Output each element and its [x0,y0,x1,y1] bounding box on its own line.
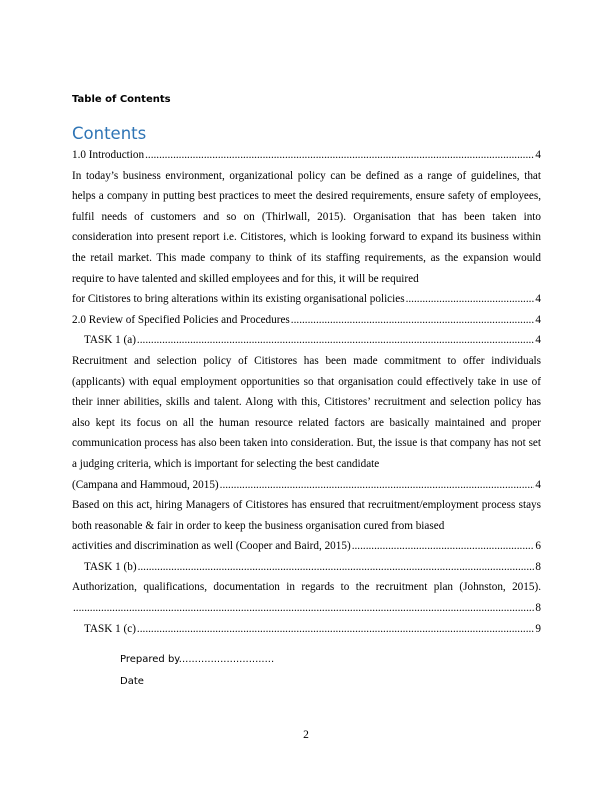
toc-entry-task-1a[interactable] [72,330,541,351]
toc-entry-intro-paragraph[interactable] [72,166,541,310]
toc-entry-label: 2.0 Review of Specified Policies and Procedures [72,313,290,326]
toc-entry-page: 8 [535,560,541,573]
toc-entry-page: 4 [535,293,541,306]
toc-entry-text: In today’s business environment, organizational policy can be defined as a range of guidelines, that helps a company in putting best practices to meet the desired requirements, ensure safety of employees, fulfil needs of customers and so on (Thirlwall, 2015). Organisation that has been taken into consideration into present report i.e. Citistores, which is looking forward to expand its business within the retail market. This made company to think of its staffing requirements, as the expansion would require to have talented and skilled employees and for this, it will be required [72,169,541,285]
date-line: Date [120,676,144,687]
toc-entry-task-1c[interactable] [72,619,541,640]
toc-entry-page: 9 [535,622,541,635]
toc-entry-text-end: for Citistores to bring alterations within its existing organisational policies [72,293,405,306]
toc-entry-text: Authorization, qualifications, documentation in regards to the recruitment plan (Johnston, 2015). [72,581,541,594]
toc-entry-label: 1.0 Introduction [72,149,145,161]
toc-entry-label: TASK 1 (c) [84,622,136,635]
dot-leader [291,310,535,331]
dot-leader [73,598,534,619]
toc-entry-task-1b[interactable] [72,557,541,578]
prepared-by-line: Prepared by.............................. [120,654,275,665]
toc-entry-recruitment-paragraph[interactable] [72,351,541,495]
table-of-contents [72,145,541,639]
toc-entry-page: 4 [535,478,541,491]
dot-leader [220,475,535,496]
dot-leader [406,289,535,310]
toc-entry-page: 4 [535,334,541,347]
toc-entry-page: 4 [535,313,541,326]
toc-entry-page: 8 [535,602,541,615]
toc-entry-text-end: (Campana and Hammoud, 2015) [72,478,219,491]
contents-title: Contents [72,124,147,143]
toc-entry-page: 6 [535,540,541,553]
toc-entry-page: 4 [535,149,541,161]
dot-leader [352,536,535,557]
dot-leader [137,619,534,640]
toc-entry-label: TASK 1 (a) [84,334,136,347]
toc-entry-hiring-paragraph[interactable] [72,495,541,557]
page-number: 2 [303,729,309,741]
toc-entry-introduction[interactable] [72,145,541,166]
dot-leader [137,330,534,351]
dot-leader [138,557,535,578]
toc-entry-text: Recruitment and selection policy of Citistores has been made commitment to offer individuals (applicants) with equal employment opportunities so that organisation could effectively take in use of their inner abilities, skills and talent. Along with this, Citistores’ recruitment and selection policy has also kept its focus on all the human resource related factors are basically maintained and proper communication process has also been taken into consideration. But, the issue is that company has not set a judging criteria, which is important for selecting the best candidate [72,354,541,470]
toc-entry-label: TASK 1 (b) [84,560,137,573]
toc-entry-authorization-paragraph[interactable] [72,577,541,618]
dot-leader [145,145,534,166]
toc-heading: Table of Contents [72,94,171,105]
toc-entry-text-end: activities and discrimination as well (Cooper and Baird, 2015) [72,540,351,553]
toc-entry-text: Based on this act, hiring Managers of Citistores has ensured that recruitment/employment process stays both reasonable & fair in order to keep the business organisation cured from biased [72,499,541,532]
toc-entry-review[interactable] [72,310,541,331]
